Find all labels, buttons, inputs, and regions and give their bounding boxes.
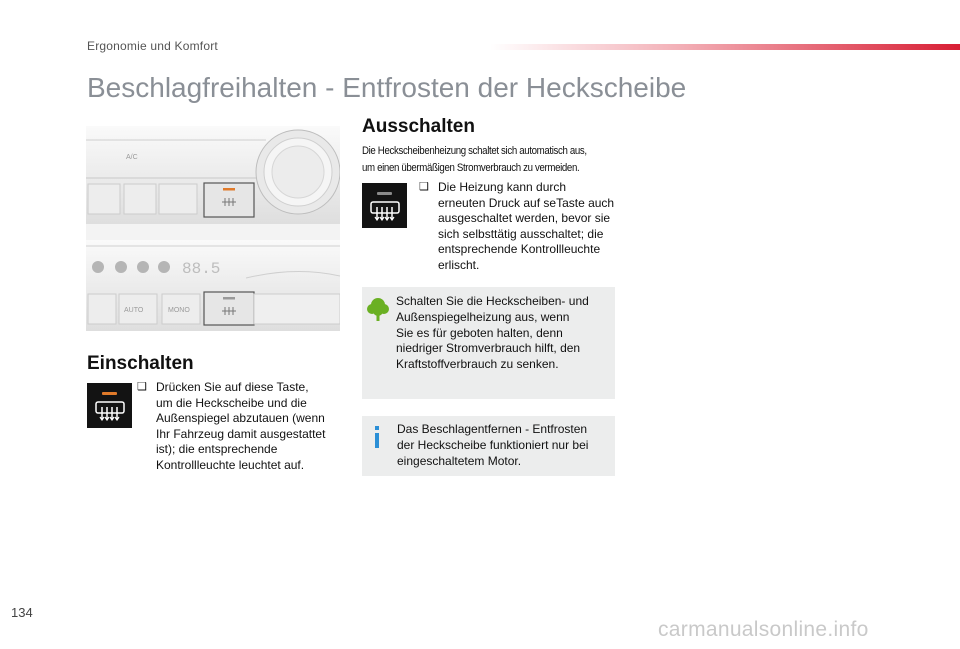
- text-line: erneuten Druck auf seTaste auch: [438, 195, 615, 210]
- auto-button-label: AUTO: [124, 307, 144, 314]
- text-line: Außenspiegelheizung aus, wenn: [396, 309, 570, 324]
- text-line: um die Heckscheibe und die: [156, 395, 307, 410]
- header-accent-bar: [490, 44, 960, 50]
- bullet-mark: ❑: [419, 181, 429, 193]
- einschalten-heading: Einschalten: [87, 353, 194, 374]
- text-line: Das Beschlagentfernen - Entfrosten: [397, 422, 588, 436]
- info-icon: [372, 426, 382, 448]
- text-line: Die Heckscheibenheizung schaltet sich automatisch aus,: [362, 145, 587, 157]
- text-line: Schalten Sie die Heckscheiben- und: [396, 294, 589, 308]
- text-line: niedriger Stromverbrauch hilft, den: [396, 341, 581, 356]
- indicator-light: [377, 192, 392, 195]
- mono-button-label: MONO: [168, 307, 190, 314]
- text-line: Außenspiegel abzutauen (wenn: [156, 411, 325, 426]
- page-number: 134: [11, 605, 33, 620]
- text-line: entsprechende Kontrollleuchte: [438, 242, 601, 257]
- ausschalten-heading: Ausschalten: [362, 116, 475, 137]
- text-line: ist); die entsprechende: [156, 442, 278, 457]
- rear-defrost-icon: [95, 401, 125, 421]
- indicator-light: [102, 392, 117, 395]
- tree-icon: [367, 297, 389, 321]
- text-line: der Heckscheibe funktioniert nur bei: [397, 437, 589, 452]
- watermark: carmanualsonline.info: [658, 618, 869, 641]
- climate-panel-illustration: [86, 126, 340, 331]
- text-line: Kraftstoffverbrauch zu senken.: [396, 357, 559, 372]
- text-line: um einen übermäßigen Stromverbrauch zu vermeiden.: [362, 162, 580, 174]
- ausschalten-instruction: [419, 180, 619, 280]
- rear-defrost-icon: [370, 201, 400, 221]
- bullet-mark: ❑: [137, 381, 147, 393]
- text-line: Kontrollleuchte leuchtet auf.: [156, 457, 305, 472]
- text-line: Sie es für geboten halten, denn: [396, 325, 563, 340]
- text-line: eingeschaltetem Motor.: [397, 453, 522, 468]
- text-line: Die Heizung kann durch: [438, 180, 567, 194]
- temperature-display: 88.5: [182, 260, 221, 278]
- climate-panel-photo: [86, 126, 340, 331]
- einschalten-instruction: [137, 380, 337, 480]
- text-line: Drücken Sie auf diese Taste,: [156, 380, 309, 394]
- text-line: sich selbsttätig ausschaltet; die: [438, 226, 604, 241]
- page-title: Beschlagfreihalten - Entfrosten der Heckscheibe: [87, 72, 687, 103]
- ausschalten-intro: [362, 143, 622, 177]
- text-line: Ihr Fahrzeug damit ausgestattet: [156, 426, 326, 441]
- rear-defrost-button-on: [87, 383, 132, 428]
- ac-button-label: A/C: [126, 154, 138, 161]
- text-line: erlischt.: [438, 257, 480, 272]
- eco-note: [362, 287, 615, 399]
- rear-defrost-button-off: [362, 183, 407, 228]
- text-line: ausgeschaltet werden, bevor sie: [438, 211, 611, 226]
- info-note: [362, 416, 615, 476]
- section-label: Ergonomie und Komfort: [87, 39, 218, 53]
